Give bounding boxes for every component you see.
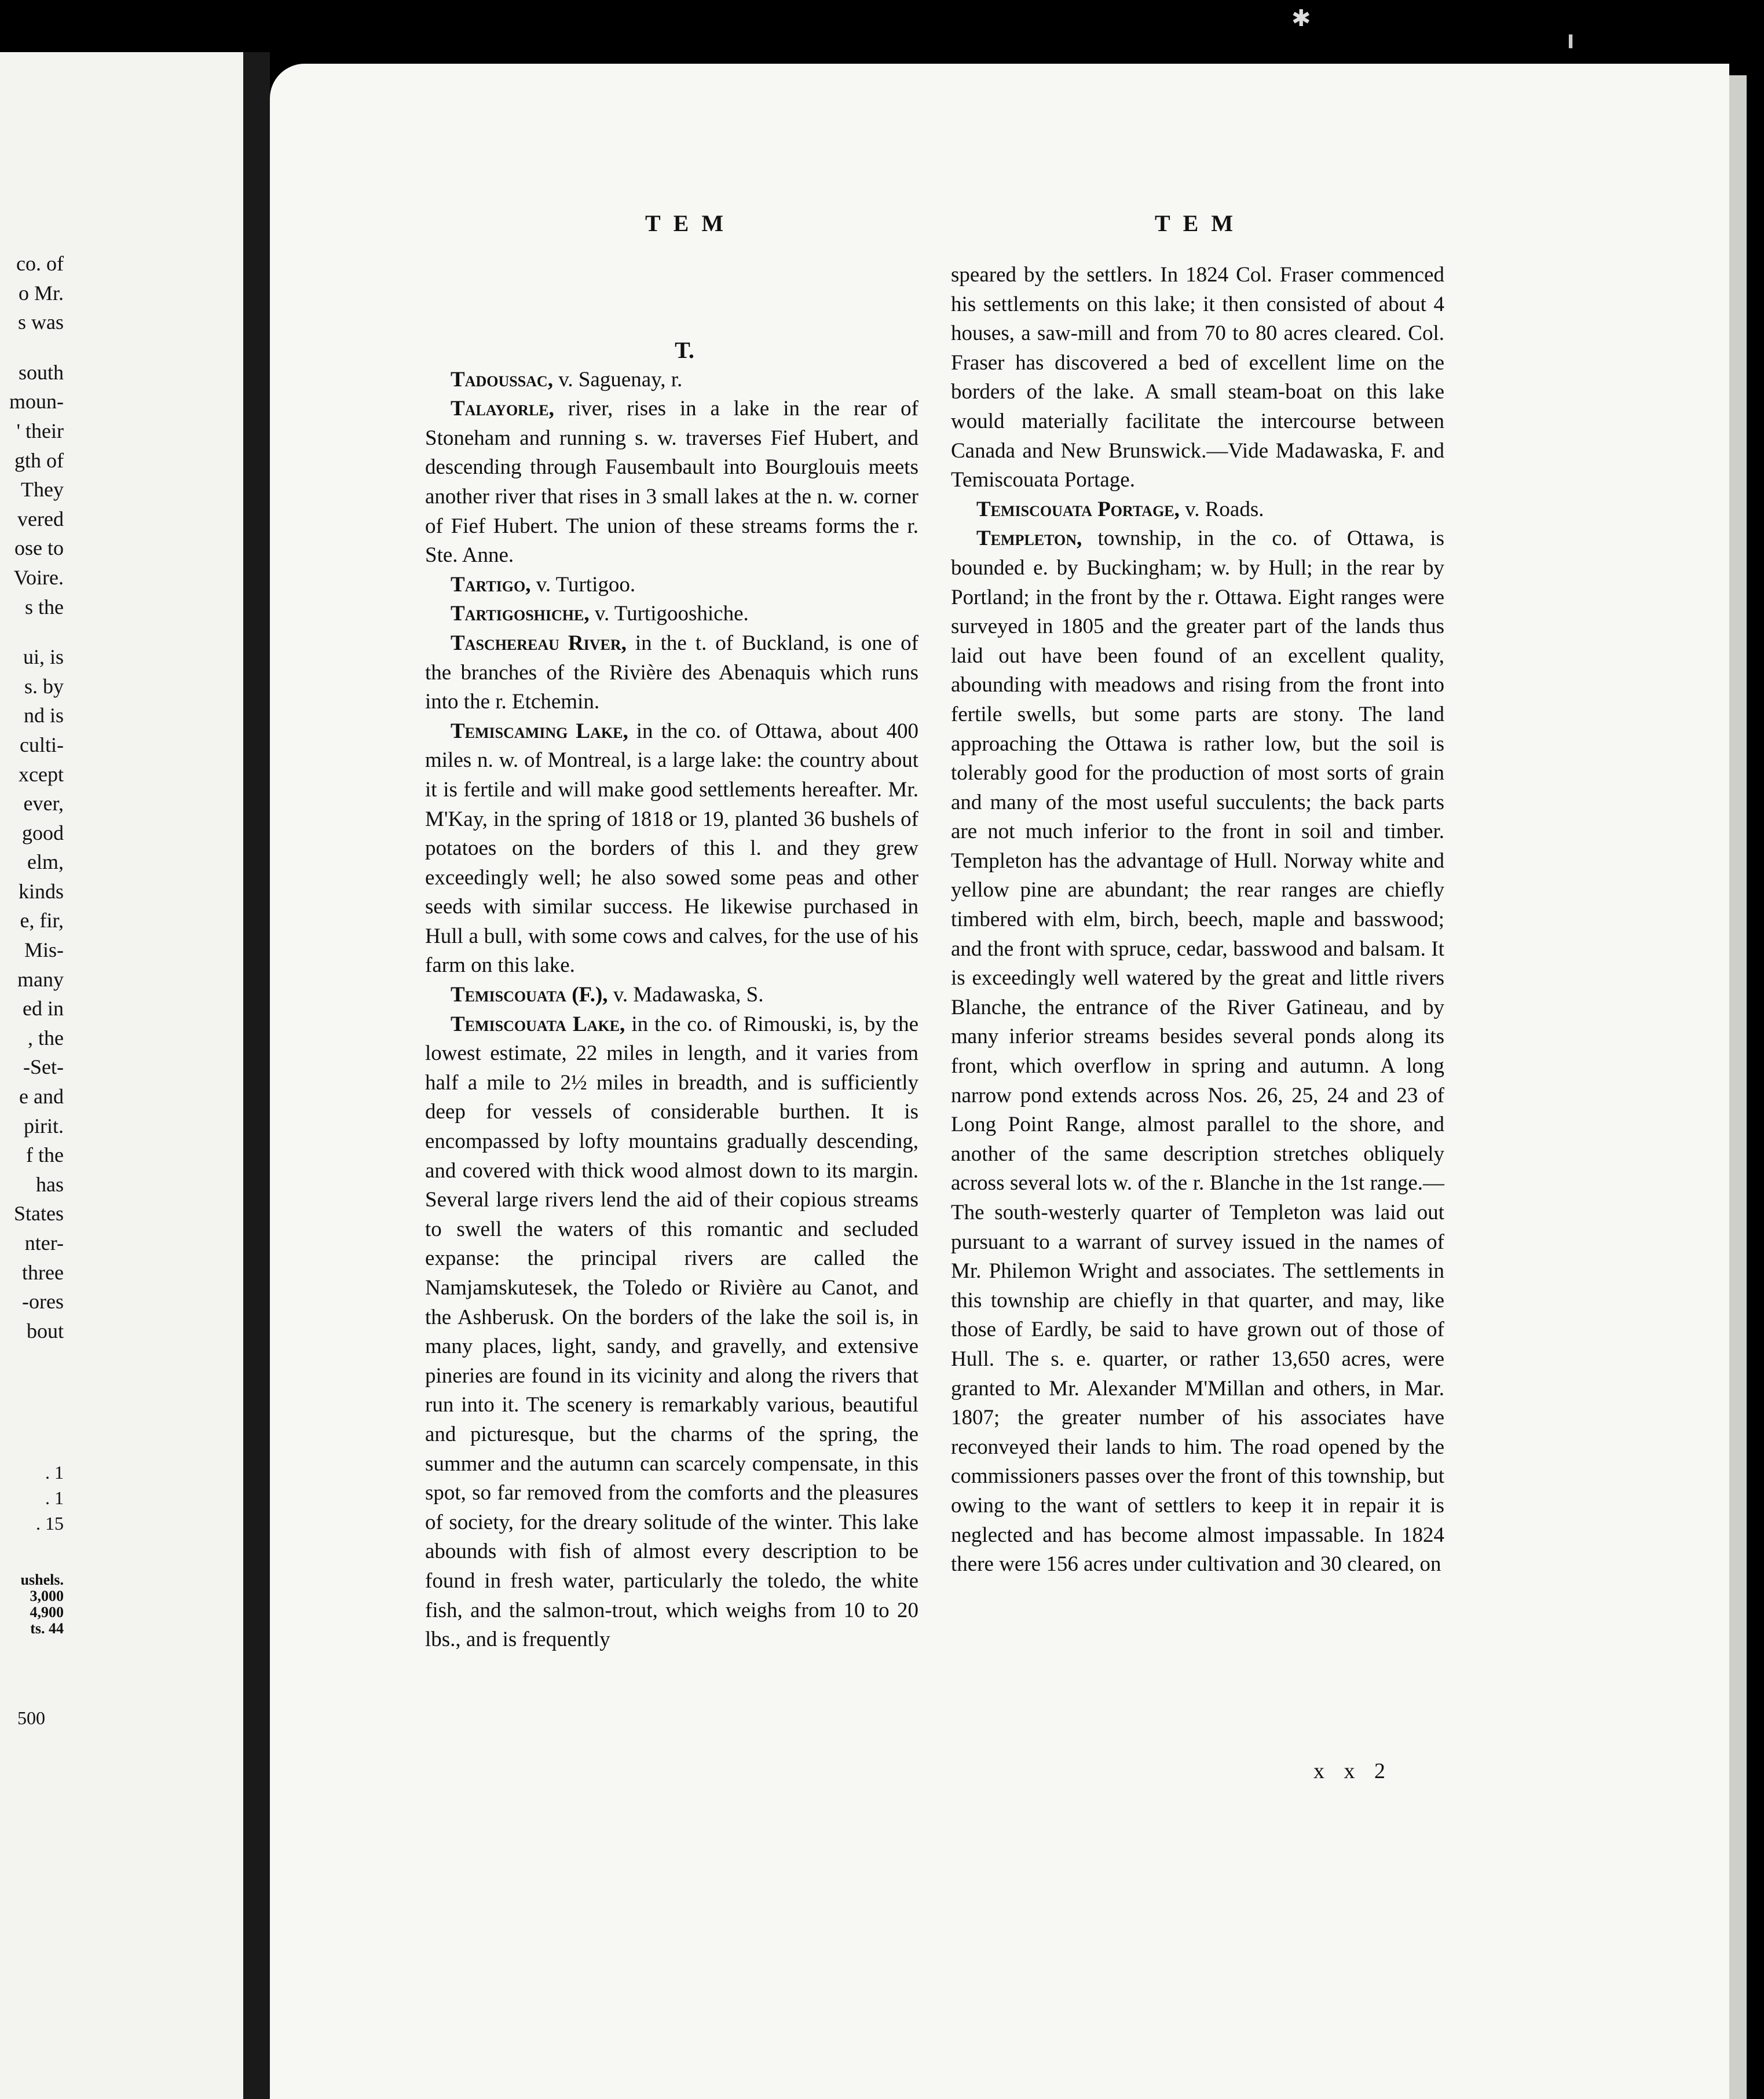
entry-headword: Taschereau River, xyxy=(451,631,627,655)
left-page-fragment-line: e and xyxy=(19,1085,64,1109)
left-page-fragment-line: s. by xyxy=(24,674,64,698)
gazetteer-entry xyxy=(425,981,918,1010)
left-page-fragment-line: Voire. xyxy=(13,565,64,589)
entry-headword: Temiscouata Portage, xyxy=(976,497,1180,521)
left-page-fragment-line: south xyxy=(18,360,64,384)
scan-speck-icon: ✱ xyxy=(1291,5,1311,31)
scan-mark-icon: ╹ xyxy=(1564,35,1578,61)
left-page-fragment-line: culti- xyxy=(20,733,64,756)
entry-headword: Temiscouata (F.), xyxy=(451,983,608,1007)
entries-list-right xyxy=(951,495,1444,1579)
left-page-fragment-line: ose to xyxy=(14,536,64,560)
left-page-fragment-line: bout xyxy=(26,1319,64,1343)
entry-body: in the t. of Buckland, is one of the branches of the Rivière des Abenaquis which runs into the r. Etchemin. xyxy=(425,631,918,714)
left-page-small-line: . 15 xyxy=(36,1513,64,1534)
entry-headword: Tartigoshiche, xyxy=(451,602,590,626)
left-page-fragment-line: ever, xyxy=(23,792,64,816)
left-page-fragment-line: e, fir, xyxy=(20,909,64,933)
page-edge xyxy=(1729,75,1747,2099)
left-page-bushels-line: 4,900 xyxy=(30,1604,64,1621)
signature-mark: x x 2 xyxy=(1313,1759,1392,1783)
left-page-fragment-line: -Set- xyxy=(23,1055,64,1079)
gazetteer-entry xyxy=(425,365,918,395)
left-page-bushels xyxy=(0,1572,64,1637)
left-page-fragment-line: has xyxy=(36,1172,64,1196)
left-page-small-lines xyxy=(0,1460,64,1536)
gazetteer-entry xyxy=(425,717,918,981)
running-head-right: TEM xyxy=(1155,210,1246,236)
running-head-left: TEM xyxy=(645,210,737,236)
left-page-fragment-line: nter- xyxy=(24,1231,64,1255)
entry-body: river, rises in a lake in the rear of Stoneham and running s. w. traverses Fief Hubert, and descending through Fausembault into Bourglouis meets another river that rises in 3 small lakes at the n. w. corner of Fief Hubert. The union of these streams forms the r. Ste. Anne. xyxy=(425,397,918,568)
left-page-fragment-line: Mis- xyxy=(24,938,64,962)
entry-headword: Templeton, xyxy=(976,526,1082,551)
gazetteer-entry xyxy=(425,1010,918,1655)
left-page-bushels-line: 3,000 xyxy=(30,1588,64,1604)
gazetteer-entry xyxy=(425,571,918,600)
left-page-fragment-line: ui, is xyxy=(23,645,64,669)
left-page-fragment-line: o Mr. xyxy=(18,281,64,305)
section-letter: T. xyxy=(675,337,694,363)
entry-body: v. Roads. xyxy=(1179,497,1264,521)
entry-headword: Talayorle, xyxy=(451,397,554,421)
entry-body: v. Saguenay, r. xyxy=(552,367,683,392)
left-page-fragment-line: moun- xyxy=(9,390,64,414)
left-page-fragment-line: s was xyxy=(18,310,64,334)
book-gutter xyxy=(243,52,270,2099)
continuation-paragraph: speared by the settlers. In 1824 Col. Fraser commenced his settlements on this lake; it then consisted of about 4 houses, a saw-mill and from 70 to 80 acres cleared. Col. Fraser has discovered a bed of excellent lime on the borders of the lake. A small steam-boat on this lake would materially facilitate the intercourse between Canada and New Brunswick.—Vide Madawaska, F. and Temiscouata Portage. xyxy=(951,263,1444,492)
gazetteer-entry xyxy=(951,495,1444,525)
entries-list xyxy=(425,365,918,1655)
entry-body: v. Turtigoo. xyxy=(530,572,636,597)
left-page-fragment-line: xcept xyxy=(19,762,64,786)
left-page-bushels-line: ushels. xyxy=(20,1571,64,1588)
left-page-fragment-line: States xyxy=(14,1202,64,1226)
column-right xyxy=(951,261,1444,1579)
left-page-fragment-line: gth of xyxy=(14,448,64,472)
left-page-fragment-line: kinds xyxy=(18,879,64,903)
gazetteer-entry xyxy=(951,524,1444,1579)
entry-headword: Temiscaming Lake, xyxy=(451,719,628,743)
column-left xyxy=(425,336,918,1655)
entry-body: township, in the co. of Ottawa, is bounded e. by Buckingham; w. by Hull; in the rear by Portland; in the front by the r. Ottawa. Eight ranges were surveyed in 1805 and the greater part of the lands thus laid out have been found of an excellent quality, abounding with meadows and rising from the front into fertile swells, but some parts are stony. The land approaching the Ottawa is rather low, but the soil is tolerably good for the production of most sorts of grain and many of the most useful succulents; the back parts are not much inferior to the front in soil and timber. Templeton has the advantage of Hull. Norway white and yellow pine are abundant; the rear ranges are chiefly timbered with elm, birch, beech, maple and basswood; and the front with spruce, cedar, basswood and balsam. It is exceedingly well watered by the great and little rivers Blanche, the entrance of the River Gatineau, and by many inferior streams besides several ponds along its front, which overflow in spring and autumn. A long narrow pond extends across Nos. 26, 25, 24 and 23 of Long Point Range, almost parallel to the shore, and another of the same description stretches obliquely across several lots w. of the r. Blanche in the 1st range.—The south-westerly quarter of Templeton was laid out pursuant to a warrant of survey issued in the names of Mr. Philemon Wright and associates. The settlements in this township are chiefly in that quarter, and may, like those of Eardly, be said to have grown out of those of Hull. The s. e. quarter, or rather 13,650 acres, were granted to Mr. Alexander M'Millan and others, in Mar. 1807; the greater number of his associates have reconveyed their lands to him. The road opened by the commissioners passes over the front of this township, but owing to the want of settlers to keep it in repair it is neglected and has become almost impassable. In 1824 there were 156 acres under cultivation and 30 cleared, on xyxy=(951,526,1444,1577)
left-page-small-line: . 1 xyxy=(45,1487,64,1508)
left-page-bushels-line: ts. 44 xyxy=(30,1620,64,1637)
entry-headword: Temiscouata Lake, xyxy=(451,1012,625,1036)
entry-body: in the co. of Rimouski, is, by the lowest estimate, 22 miles in length, and it varies from half a mile to 2½ miles in breadth, and is sufficiently deep for vessels of considerable burthen. It is encompassed by lofty mountains gradually descending, and covered with thick wood almost down to its margin. Several large rivers lend the aid of their copious streams to swell the waters of this romantic and secluded expanse: the principal rivers are called the Namjamskutesek, the Toledo or Rivière au Canot, and the Ashberusk. On the borders of the lake the soil is, in many places, light, sandy, and gravelly, and extensive pineries are found in its vicinity and along the rivers that run into it. The scenery is remarkably various, beautiful and picturesque, but the charms of the spring, the summer and the autumn can scarcely compensate, in this spot, so far removed from the comforts and the pleasures of society, for the dreary solitude of the winter. This lake abounds with fish of almost every description to be found in fresh water, particularly the toledo, the white fish, and the salmon-trout, which weighs from 10 to 20 lbs., and is frequently xyxy=(425,1012,918,1652)
left-page-fragment-line: co. of xyxy=(16,252,64,275)
left-page-fragment-line: , the xyxy=(28,1026,64,1050)
entry-body: in the co. of Ottawa, about 400 miles n. w. of Montreal, is a large lake: the country about it is fertile and will make good settlements hereafter. Mr. M'Kay, in the spring of 1818 or 19, planted 36 bushels of potatoes on the borders of this l. and they grew exceedingly well; he also sowed some peas and other seeds with similar success. He likewise purchased in Hull a bull, with some cows and calves, for the use of his farm on this lake. xyxy=(425,719,918,978)
left-page-fragment-line: s the xyxy=(25,595,64,619)
left-page-fragment-line: vered xyxy=(17,507,64,531)
entry-body: v. Turtigooshiche. xyxy=(589,602,749,626)
left-page-fragment-line: ed in xyxy=(23,997,64,1021)
left-page-fragment-line: three xyxy=(22,1260,64,1284)
left-page-fragment-line: many xyxy=(17,967,64,991)
gazetteer-entry xyxy=(425,629,918,717)
left-page-fragment-line: pirit. xyxy=(24,1114,64,1138)
entry-headword: Tadoussac, xyxy=(451,367,553,392)
gazetteer-entry xyxy=(425,599,918,629)
left-page-fragment-line: good xyxy=(22,821,64,844)
left-page-fragment-line xyxy=(0,337,64,358)
entry-headword: Tartigo, xyxy=(451,572,531,597)
left-page-fragment-line: -ores xyxy=(22,1290,64,1314)
left-page-fragment-line: They xyxy=(21,478,64,502)
left-page-fragment-line: nd is xyxy=(23,704,64,727)
left-page-fragment-line xyxy=(0,621,64,642)
left-page-number: 500 xyxy=(17,1707,45,1728)
left-page-small-line: . 1 xyxy=(45,1462,64,1483)
entry-body: v. Madawaska, S. xyxy=(607,983,764,1007)
left-page-fragments xyxy=(0,249,64,1345)
gazetteer-entry xyxy=(425,394,918,571)
left-page-fragment-line: f the xyxy=(26,1143,64,1167)
left-page-fragment-line: elm, xyxy=(27,850,64,874)
left-page-fragment-line: ' their xyxy=(16,419,64,443)
